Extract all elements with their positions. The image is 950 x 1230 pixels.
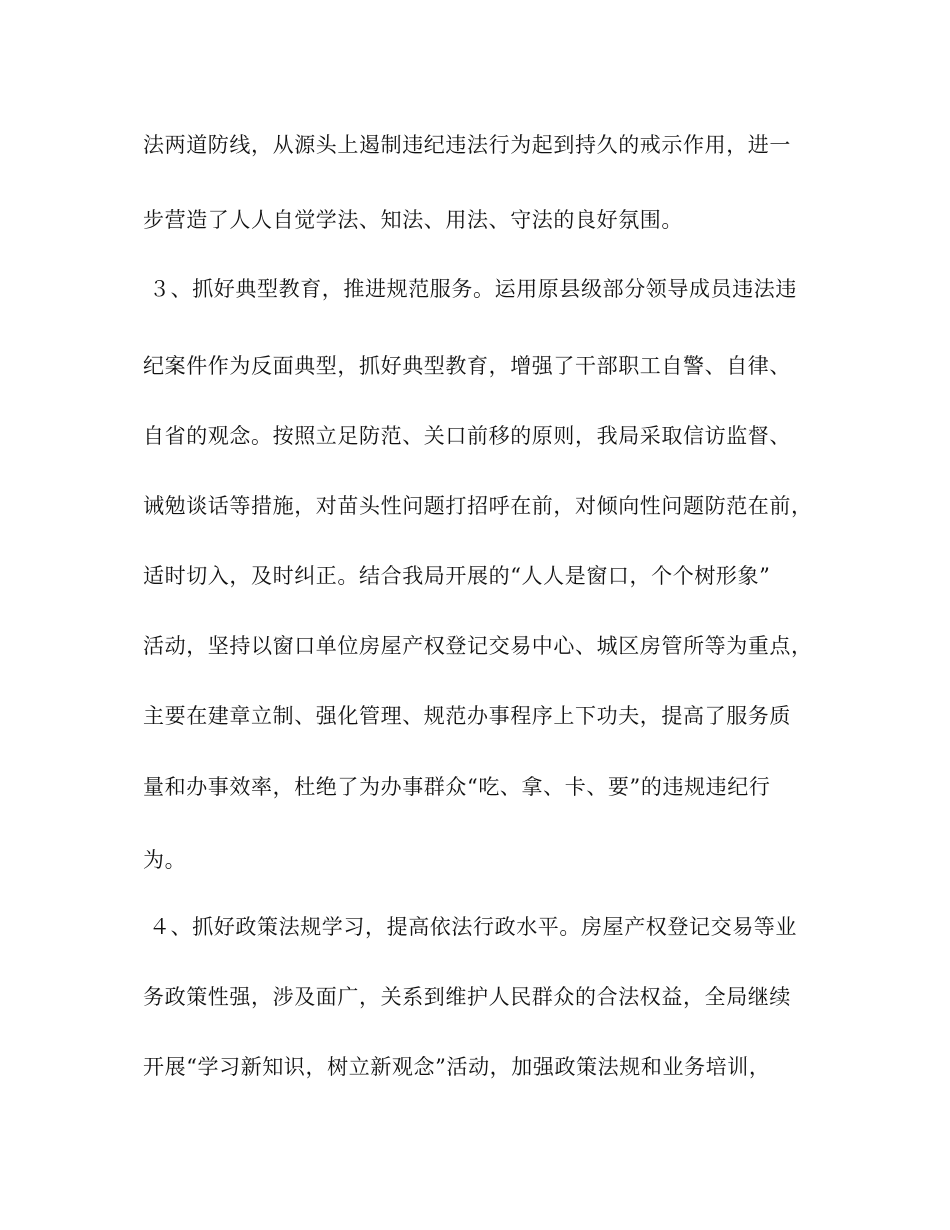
paragraph-line: 自省的观念。按照立足防范、关口前移的原则，我局采取信访监督、 <box>143 424 791 448</box>
paragraph-line: 开展“学习新知识，树立新观念”活动，加强政策法规和业务培训， <box>143 1055 771 1079</box>
paragraph-line: 纪案件作为反面典型，抓好典型教育，增强了干部职工自警、自律、 <box>143 354 791 378</box>
paragraph-line: 适时切入，及时纠正。结合我局开展的“人人是窗口，个个树形象” <box>143 564 771 588</box>
paragraph-line: 务政策性强，涉及面广，关系到维护人民群众的合法权益，全局继续 <box>143 985 791 1009</box>
paragraph-line: ３、抓好典型教育，推进规范服务。运用原县级部分领导成员违法违 <box>149 277 797 301</box>
paragraph-line: 步营造了人人自觉学法、知法、用法、守法的良好氛围。 <box>143 208 683 232</box>
paragraph-line: 为。 <box>143 848 187 872</box>
paragraph-line: ４、抓好政策法规学习，提高依法行政水平。房屋产权登记交易等业 <box>149 915 797 939</box>
paragraph-line: 法两道防线，从源头上遏制违纪违法行为起到持久的戒示作用，进一 <box>143 133 791 157</box>
paragraph-line: 主要在建章立制、强化管理、规范办事程序上下功夫，提高了服务质 <box>143 704 791 728</box>
paragraph-line: 活动，坚持以窗口单位房屋产权登记交易中心、城区房管所等为重点， <box>143 634 813 658</box>
paragraph-line: 量和办事效率，杜绝了为办事群众“吃、拿、卡、要”的违规违纪行 <box>143 775 771 799</box>
paragraph-line: 诫勉谈话等措施，对苗头性问题打招呼在前，对倾向性问题防范在前， <box>143 494 813 518</box>
